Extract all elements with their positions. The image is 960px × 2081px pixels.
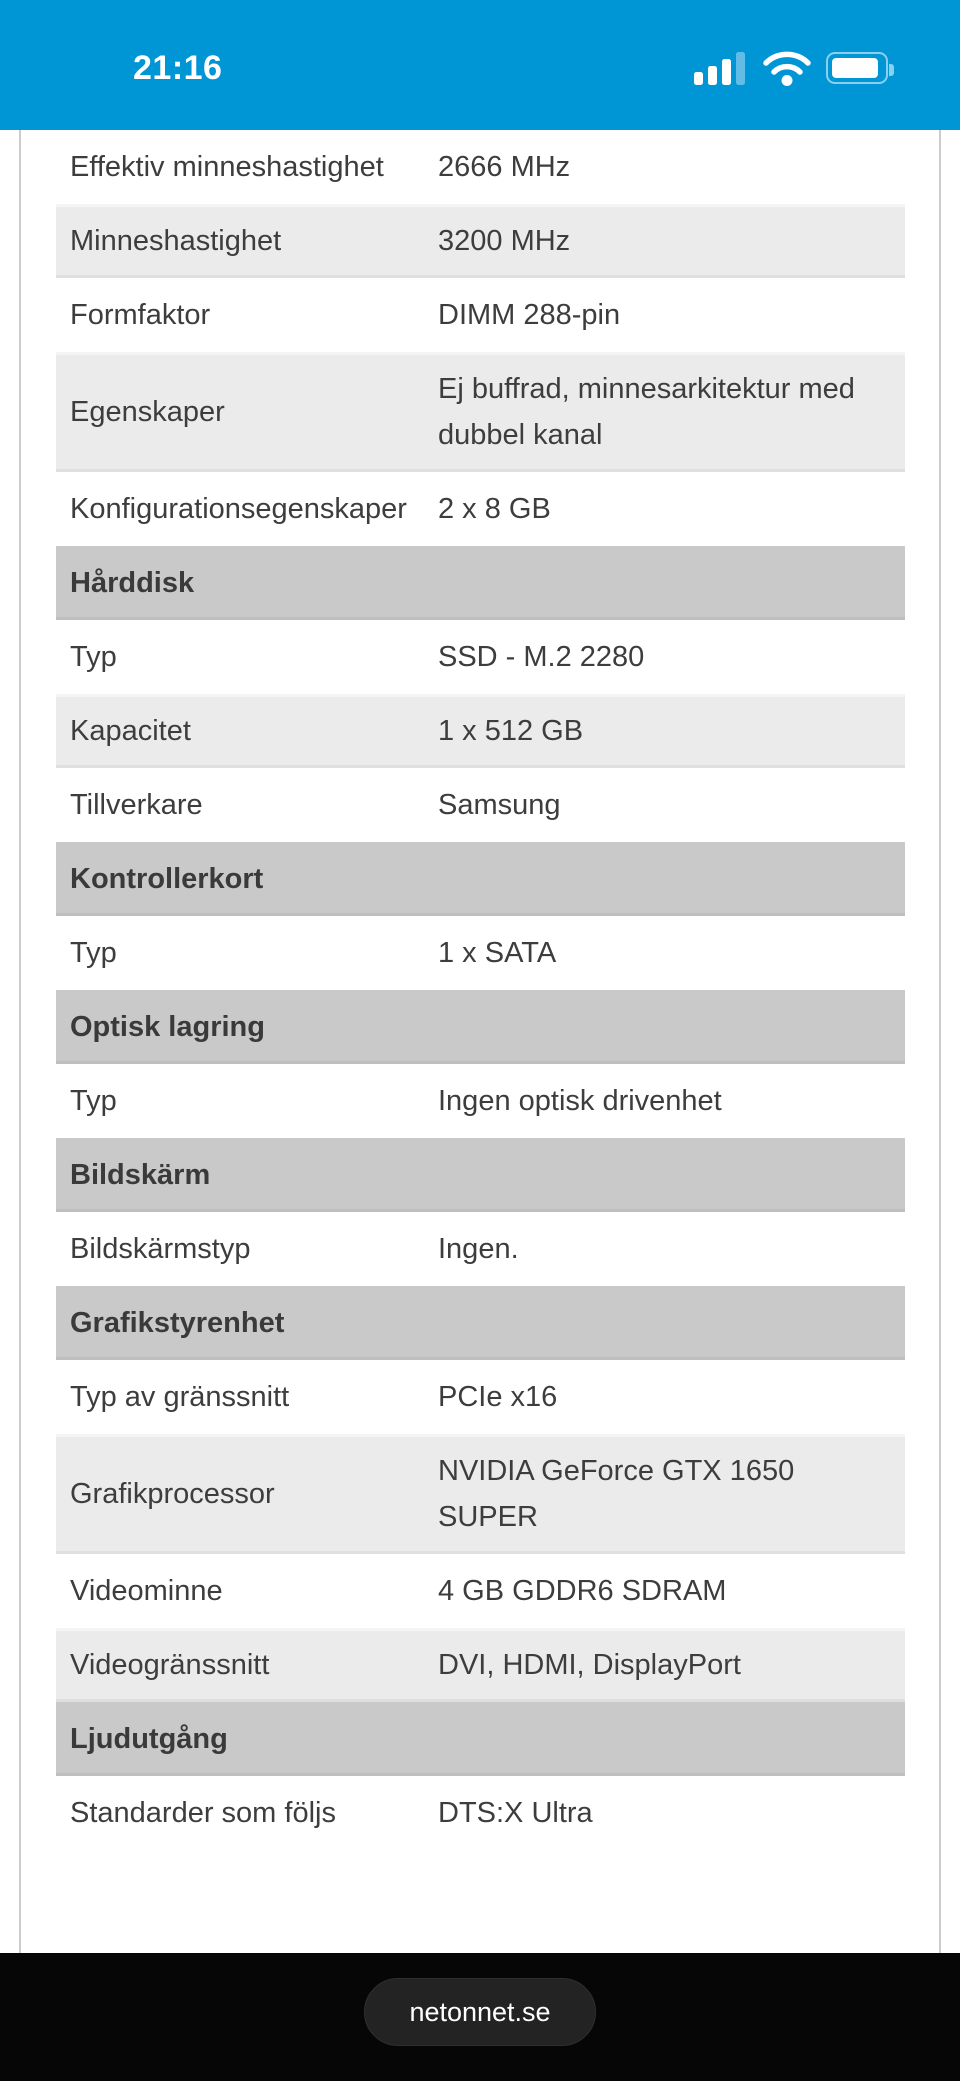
spec-section-header xyxy=(56,1286,905,1360)
spec-label: Standarder som följs xyxy=(70,1797,336,1829)
spec-label: Egenskaper xyxy=(70,396,225,428)
spec-section-header-label: Kontrollerkort xyxy=(70,863,264,895)
spec-row xyxy=(56,1064,905,1138)
spec-value: 2 x 8 GB xyxy=(438,493,551,525)
spec-section-header xyxy=(56,990,905,1064)
spec-value: 4 GB GDDR6 SDRAM xyxy=(438,1575,727,1607)
spec-row xyxy=(56,278,905,352)
spec-label: Tillverkare xyxy=(70,789,203,821)
status-bar-icons xyxy=(694,50,888,86)
battery-fill xyxy=(832,58,878,78)
status-bar xyxy=(0,0,960,130)
address-bar[interactable] xyxy=(364,1978,596,2046)
spec-section-header-label: Ljudutgång xyxy=(70,1723,228,1755)
spec-section-header-label: Grafikstyrenhet xyxy=(70,1307,285,1339)
spec-value: Samsung xyxy=(438,789,561,821)
spec-value: DVI, HDMI, DisplayPort xyxy=(438,1649,741,1681)
spec-value: 1 x 512 GB xyxy=(438,715,584,747)
spec-label: Videogränssnitt xyxy=(70,1649,270,1681)
spec-label: Effektiv minneshastighet xyxy=(70,151,384,183)
wifi-icon xyxy=(762,50,812,86)
spec-value: PCIe x16 xyxy=(438,1381,558,1413)
spec-row xyxy=(56,1434,905,1554)
battery-icon xyxy=(826,52,888,84)
status-bar-time: 21:16 xyxy=(133,48,223,87)
spec-row xyxy=(56,1554,905,1628)
spec-value: SSD - M.2 2280 xyxy=(438,641,645,673)
spec-row xyxy=(56,130,905,204)
spec-value: DTS:X Ultra xyxy=(438,1797,593,1829)
spec-label: Typ xyxy=(70,641,117,673)
spec-section-header xyxy=(56,546,905,620)
spec-value: Ej buffrad, minnesarkitektur med dubbel kanal xyxy=(438,373,855,451)
spec-row xyxy=(56,204,905,278)
spec-section-header xyxy=(56,1138,905,1212)
spec-label: Minneshastighet xyxy=(70,225,282,257)
spec-value: NVIDIA GeForce GTX 1650 SUPER xyxy=(438,1455,795,1533)
spec-row xyxy=(56,1212,905,1286)
spec-label: Typ av gränssnitt xyxy=(70,1381,290,1413)
spec-section-header xyxy=(56,842,905,916)
spec-row xyxy=(56,352,905,472)
address-bar-url: netonnet.se xyxy=(409,1996,551,2027)
safari-bottom-bar xyxy=(0,1953,960,2081)
spec-label: Typ xyxy=(70,1085,117,1117)
spec-label: Konfigurationsegenskaper xyxy=(70,493,407,525)
spec-table xyxy=(56,130,905,1850)
spec-value: Ingen. xyxy=(438,1233,519,1265)
spec-value: 2666 MHz xyxy=(438,151,571,183)
spec-section-header-label: Bildskärm xyxy=(70,1159,211,1191)
spec-value: Ingen optisk drivenhet xyxy=(438,1085,722,1117)
spec-label: Kapacitet xyxy=(70,715,191,747)
spec-value: DIMM 288-pin xyxy=(438,299,621,331)
spec-row xyxy=(56,1360,905,1434)
spec-row xyxy=(56,768,905,842)
spec-row xyxy=(56,1776,905,1850)
spec-section-header-label: Optisk lagring xyxy=(70,1011,265,1043)
spec-value: 1 x SATA xyxy=(438,937,557,969)
spec-row xyxy=(56,1628,905,1702)
spec-section-header-label: Hårddisk xyxy=(70,567,195,599)
spec-row xyxy=(56,472,905,546)
spec-row xyxy=(56,916,905,990)
spec-label: Formfaktor xyxy=(70,299,211,331)
spec-label: Typ xyxy=(70,937,117,969)
spec-label: Bildskärmstyp xyxy=(70,1233,251,1265)
spec-label: Grafikprocessor xyxy=(70,1478,275,1510)
battery-cap xyxy=(889,64,894,76)
spec-value: 3200 MHz xyxy=(438,225,571,257)
spec-row xyxy=(56,620,905,694)
webpage-content xyxy=(19,130,941,2081)
spec-label: Videominne xyxy=(70,1575,223,1607)
spec-section-header xyxy=(56,1702,905,1776)
cellular-signal-icon xyxy=(694,51,748,85)
spec-row xyxy=(56,694,905,768)
